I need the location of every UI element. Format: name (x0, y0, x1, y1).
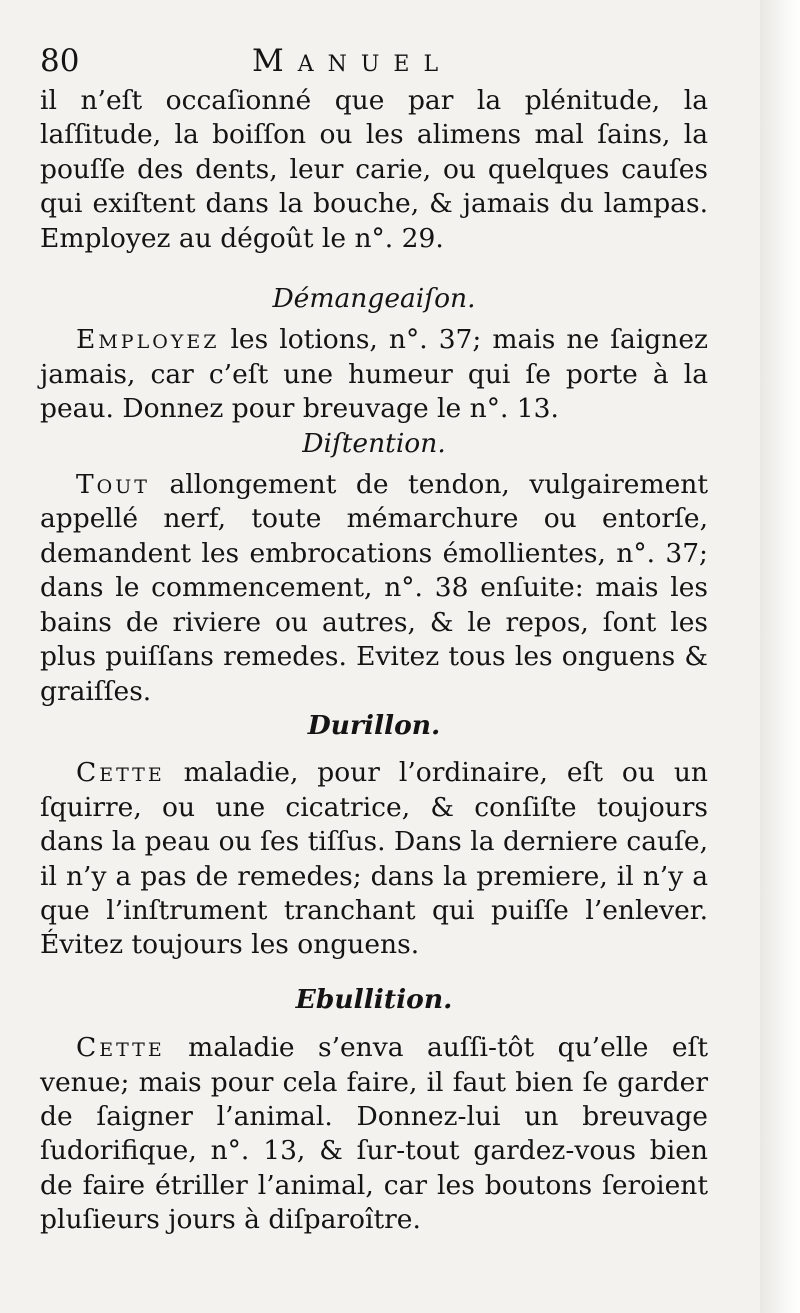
section-paragraph-distention (40, 468, 708, 709)
page-number: 80 (40, 43, 80, 79)
intro-paragraph: il n’eſt occaſionné que par la plénitude, la laſſitude, la boiſſon ou les alimens mal ſains, la pouſſe des dents, leur carie, ou quelques cauſes qui exiſtent dans la bouche, & jamais du lampas. Employez au dégoût le n°. 29. (40, 85, 708, 254)
page-edge (760, 0, 800, 1313)
section-paragraph-durillon (40, 756, 708, 962)
lead-word: Cette (76, 757, 165, 789)
paragraph-text: maladie s’enva auſſi-tôt qu’elle eſt venue; mais pour cela faire, il faut bien ſe garder de ſaigner l’animal. Donnez-lui un breuvage ſudorifique, n°. 13, & ſur-tout gardez-vous bien de faire étriller l’animal, car les boutons ſeroient pluſieurs jours à diſparoître. (40, 1032, 708, 1236)
page-body (40, 84, 708, 1238)
section-heading-ebullition: Ebullition. (295, 983, 453, 1015)
paragraph-text: maladie, pour l’ordinaire, eſt ou un ſquirre, ou une cicatrice, & conſiſte toujours dans la peau ou ſes tiſſus. Dans la derniere cauſe, il n’y a pas de remedes; dans la premiere, il n’y a que l’inſtrument tranchant qui puiſſe l’enlever. Évitez toujours les onguens. (40, 757, 708, 961)
lead-word: Cette (76, 1032, 165, 1064)
lead-word: Tout (76, 469, 150, 501)
paragraph-text: les lotions, n°. 37; mais ne ſaignez jamais, car c’eſt une humeur qui ſe porte à la peau. Donnez pour breuvage le n°. 13. (40, 324, 708, 425)
page-header (40, 38, 700, 84)
lead-word: Employez (76, 324, 220, 356)
paragraph-text: allongement de tendon, vulgairement appellé nerf, toute mémarchure ou entorſe, demandent les embrocations émollientes, n°. 37; dans le commencement, n°. 38 enſuite: mais les bains de riviere ou autres, & le repos, ſont les plus puiſſans remedes. Evitez tous les onguens & graiſſes. (40, 469, 708, 707)
section-paragraph-ebullition (40, 1031, 708, 1237)
section-heading-distention: Diſtention. (302, 427, 446, 459)
running-title: Manuel (252, 43, 453, 79)
section-heading-demangeaison: Démangeaiſon. (272, 283, 476, 315)
section-heading-durillon: Durillon. (307, 709, 441, 741)
section-paragraph-demangeaison (40, 323, 708, 426)
